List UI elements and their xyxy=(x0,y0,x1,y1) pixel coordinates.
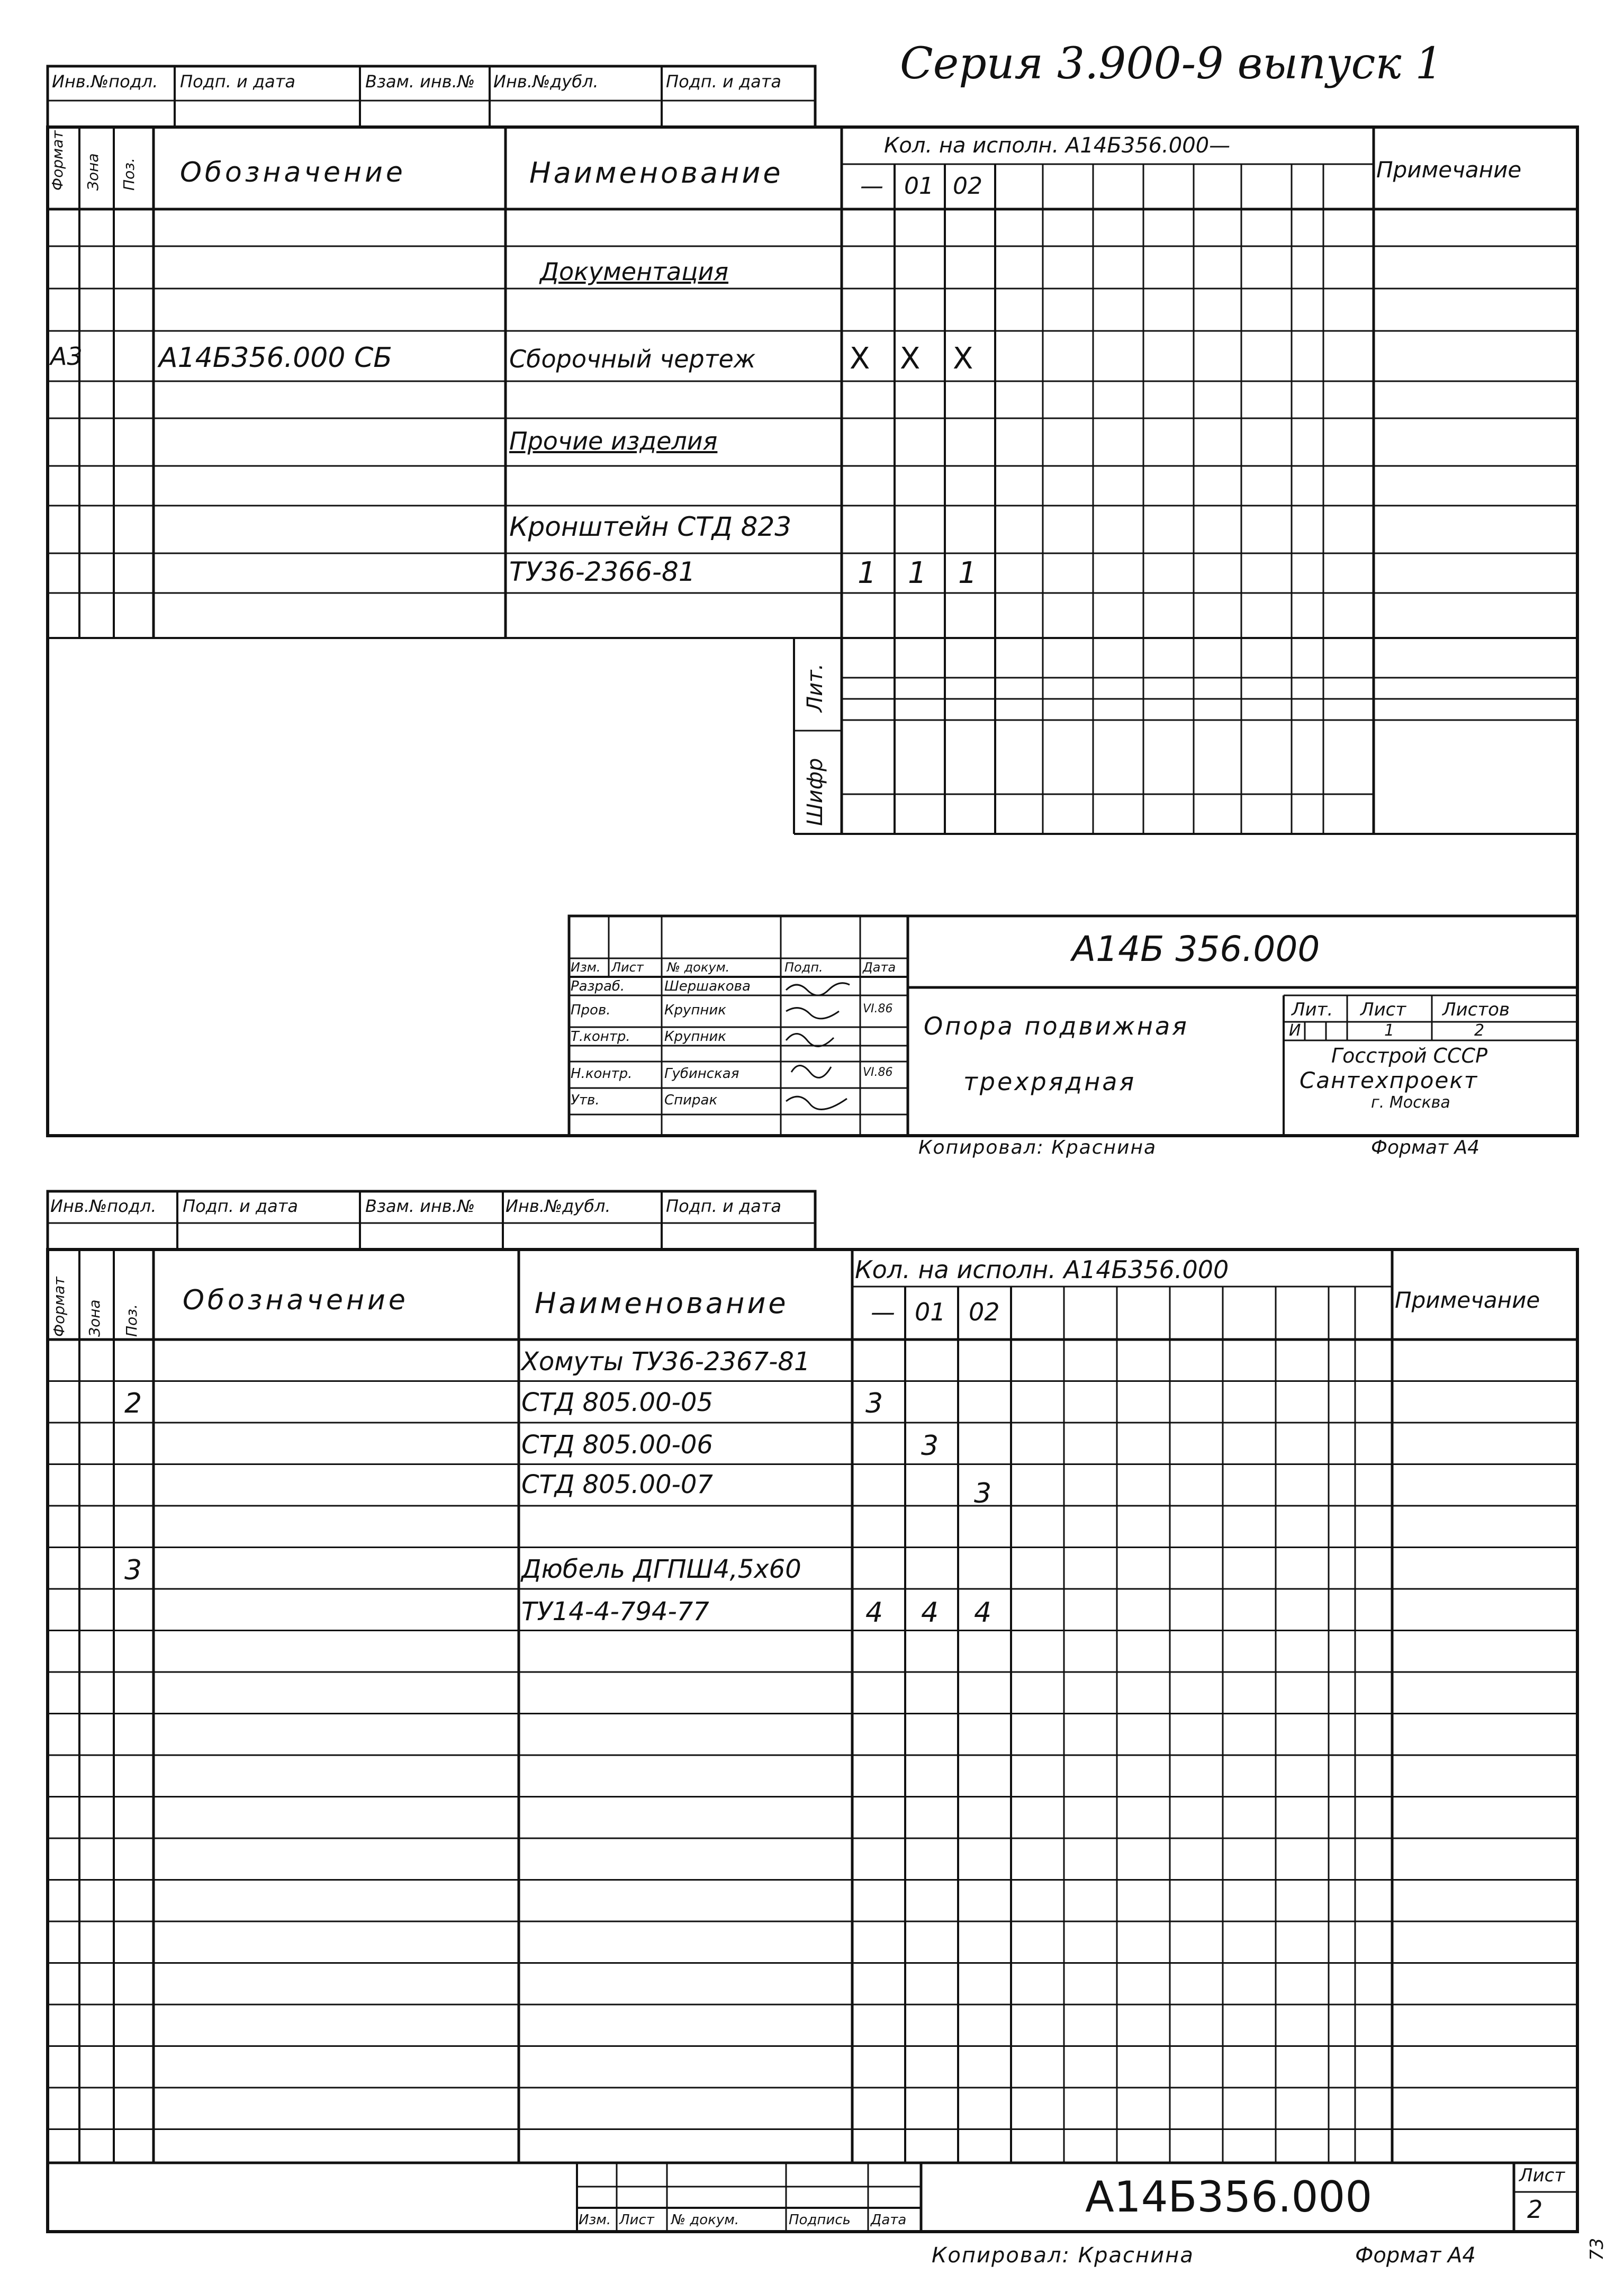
row-pos: 3 xyxy=(124,1554,142,1586)
listov-value: 2 xyxy=(1474,1021,1485,1040)
staff-date: VI.86 xyxy=(863,1002,893,1015)
col-primechanie: Примечание xyxy=(1395,1287,1540,1313)
staff-role: Т.контр. xyxy=(571,1029,630,1045)
row-name: СТД 805.00-06 xyxy=(521,1430,713,1460)
row-name: СТД 805.00-07 xyxy=(521,1470,713,1499)
col-naimenovanie: Наименование xyxy=(529,156,783,190)
stamp-vzam-inv: Взам. инв.№ xyxy=(365,71,475,92)
qty-01: 4 xyxy=(921,1597,939,1629)
stamp-inv-dubl: Инв.№дубл. xyxy=(506,1196,611,1216)
stamp-inv-podl: Инв.№подл. xyxy=(52,71,158,92)
qty-02: 4 xyxy=(974,1597,992,1629)
stamp-inv-dubl: Инв.№дубл. xyxy=(493,71,599,92)
col-pos: Поз. xyxy=(123,1304,140,1337)
qty-02: X xyxy=(953,341,973,376)
col-zona: Зона xyxy=(84,153,102,191)
section-documentation: Документация xyxy=(540,257,729,286)
qty-02: 3 xyxy=(974,1478,992,1509)
col-primechanie: Примечание xyxy=(1376,157,1522,183)
lit-label: Лит. xyxy=(803,663,827,712)
staff-date: VI.86 xyxy=(863,1066,893,1079)
tb-head-izm: Изм. xyxy=(579,2212,611,2228)
listov-header: Листов xyxy=(1442,999,1510,1020)
row-pos: 2 xyxy=(124,1388,142,1419)
lit-header: Лит. xyxy=(1292,999,1333,1020)
signatures-sheet1 xyxy=(781,977,860,1136)
copied-by: Копировал: Краснина xyxy=(918,1137,1157,1158)
org-line3: г. Москва xyxy=(1371,1093,1450,1112)
qty-base: X xyxy=(850,341,870,376)
col-oboznachenie: Обозначение xyxy=(180,157,406,188)
tb-head-list: Лист xyxy=(619,2212,654,2228)
stamp-vzam-inv: Взам. инв.№ xyxy=(365,1196,475,1216)
lit-value: И xyxy=(1289,1021,1301,1040)
col-variant-01: 01 xyxy=(904,173,934,200)
row-name: Хомуты ТУ36-2367-81 xyxy=(521,1347,810,1377)
staff-role: Разраб. xyxy=(571,978,625,994)
qty-base: 3 xyxy=(865,1388,883,1419)
org-line2: Сантехпроект xyxy=(1300,1067,1478,1093)
tb-head-podp: Подп. xyxy=(784,960,823,975)
qty-base: 1 xyxy=(858,556,877,590)
qty-01: 3 xyxy=(921,1430,939,1462)
row-name: Кронштейн СТД 823 xyxy=(509,511,792,542)
list-value: 2 xyxy=(1527,2195,1543,2224)
staff-name: Шершакова xyxy=(664,978,751,994)
col-format: Формат xyxy=(50,1277,68,1337)
shifr-label: Шифр xyxy=(803,758,827,826)
col-variant-02: 02 xyxy=(969,1298,1000,1326)
staff-name: Крупник xyxy=(664,1002,726,1018)
col-format: Формат xyxy=(49,130,66,191)
row-name: ТУ14-4-794-77 xyxy=(521,1597,709,1626)
tb-head-date: Дата xyxy=(863,960,896,975)
row-name: СТД 805.00-05 xyxy=(521,1388,713,1417)
qty-01: 1 xyxy=(908,556,927,590)
col-variant-base: — xyxy=(871,1298,895,1326)
format-label: Формат А4 xyxy=(1371,1137,1480,1158)
format-label: Формат А4 xyxy=(1355,2243,1476,2268)
tb-head-doc: № докум. xyxy=(667,960,730,975)
col-variant-01: 01 xyxy=(915,1298,946,1326)
staff-role: Н.контр. xyxy=(571,1066,633,1082)
doc-number: А14Б 356.000 xyxy=(1072,929,1320,969)
stamp-podp-data-2: Подп. и дата xyxy=(666,71,781,92)
series-title: Серия 3.900-9 выпуск 1 xyxy=(900,39,1443,89)
col-kol: Кол. на исполн. А14Б356.000 xyxy=(855,1255,1229,1284)
row-format: А3 xyxy=(50,342,83,371)
tb-head-podp: Подпись xyxy=(789,2212,851,2228)
staff-name: Спирак xyxy=(664,1092,718,1108)
tb-head-list: Лист xyxy=(611,960,644,975)
col-variant-02: 02 xyxy=(953,173,982,200)
doc-number: А14Б356.000 xyxy=(1085,2172,1373,2222)
row-name: Сборочный чертеж xyxy=(509,345,756,373)
product-name-line2: трехрядная xyxy=(963,1067,1136,1096)
stamp-podp-data: Подп. и дата xyxy=(183,1196,298,1216)
staff-name: Губинская xyxy=(664,1066,739,1082)
col-naimenovanie: Наименование xyxy=(535,1287,789,1320)
col-kol: Кол. на исполн. А14Б356.000— xyxy=(884,133,1231,158)
list-header: Лист xyxy=(1360,999,1406,1020)
org-line1: Госстрой СССР xyxy=(1331,1044,1488,1067)
row-name: ТУ36-2366-81 xyxy=(509,556,696,587)
list-value: 1 xyxy=(1384,1021,1395,1040)
row-name: Дюбель ДГПШ4,5х60 xyxy=(521,1554,801,1584)
tb-head-date: Дата xyxy=(871,2212,907,2228)
qty-01: X xyxy=(900,341,921,376)
col-pos: Поз. xyxy=(120,158,138,191)
qty-base: 4 xyxy=(865,1597,883,1629)
qty-02: 1 xyxy=(958,556,977,590)
staff-role: Утв. xyxy=(571,1092,600,1108)
tb-head-doc: № докум. xyxy=(671,2212,739,2228)
page-number: 73 xyxy=(1586,2237,1608,2261)
stamp-inv-podl: Инв.№подл. xyxy=(50,1196,157,1216)
col-oboznachenie: Обозначение xyxy=(183,1284,409,1316)
col-zona: Зона xyxy=(86,1299,103,1337)
tb-head-izm: Изм. xyxy=(571,960,601,975)
row-oboznachenie: А14Б356.000 СБ xyxy=(159,342,392,374)
product-name-line1: Опора подвижная xyxy=(924,1012,1189,1040)
list-header: Лист xyxy=(1519,2165,1565,2186)
staff-role: Пров. xyxy=(571,1002,611,1018)
col-variant-base: — xyxy=(860,173,883,200)
staff-name: Крупник xyxy=(664,1029,726,1045)
stamp-podp-data: Подп. и дата xyxy=(180,71,295,92)
stamp-podp-data-2: Подп. и дата xyxy=(666,1196,781,1216)
copied-by: Копировал: Краснина xyxy=(932,2243,1194,2268)
section-other-items: Прочие изделия xyxy=(509,427,718,455)
